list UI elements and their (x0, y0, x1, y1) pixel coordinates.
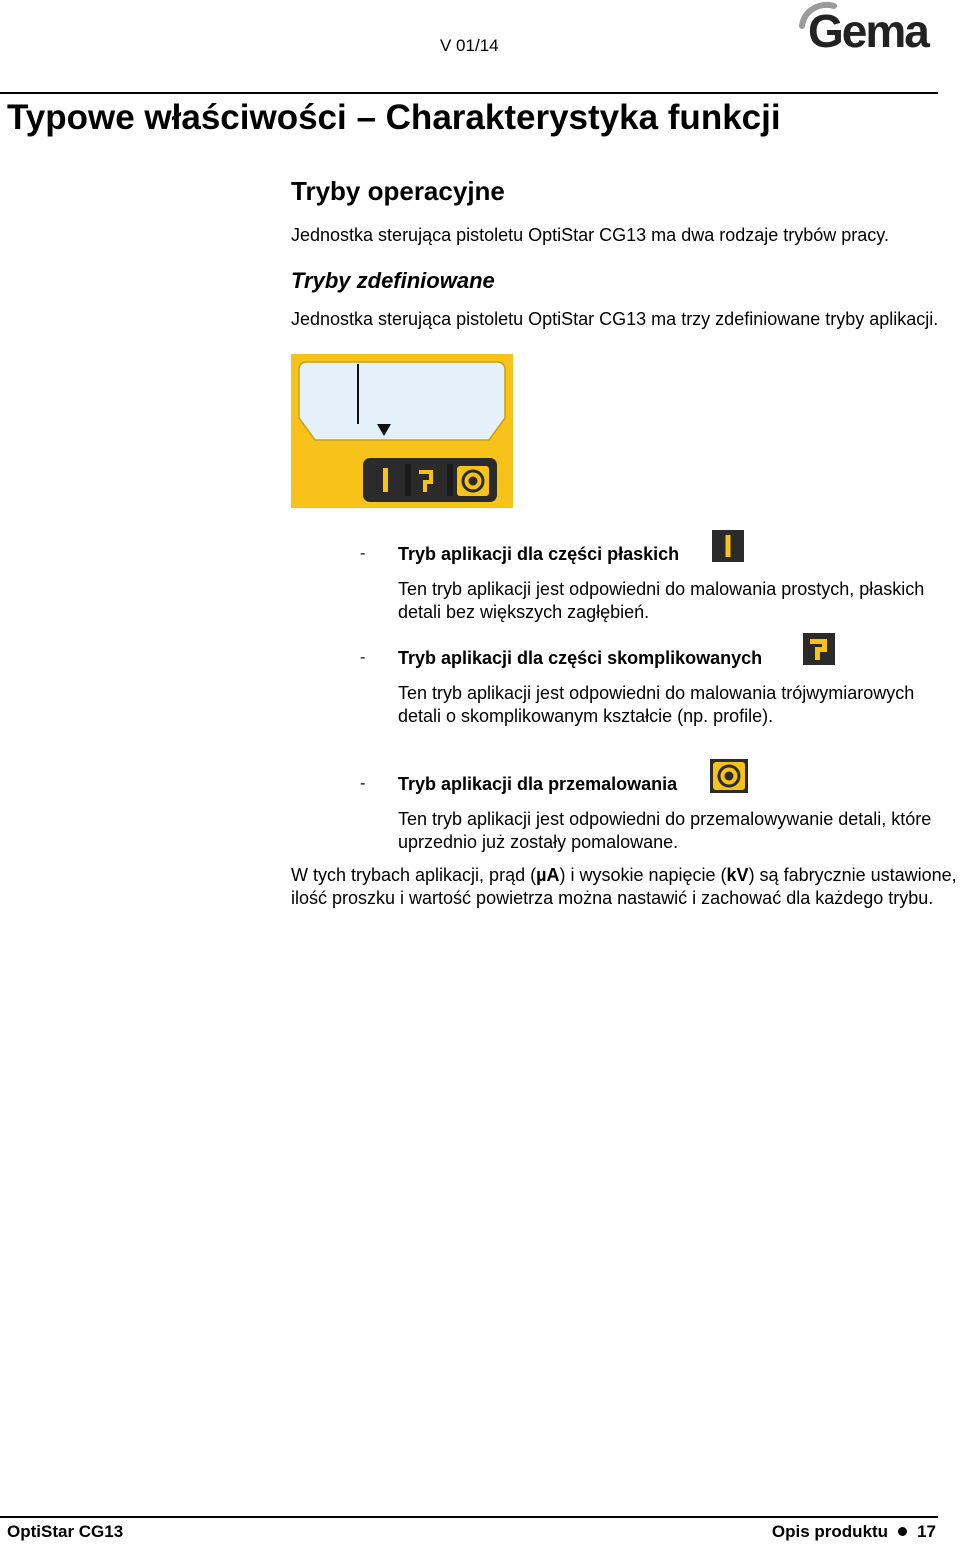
subsection-intro: Jednostka sterująca pistoletu OptiStar CG13 ma trzy zdefiniowane tryby aplikacji. (291, 309, 939, 329)
recoat-mode-icon (457, 466, 489, 496)
subsection-heading: Tryby zdefiniowane (291, 268, 495, 293)
unit-current: µA (536, 865, 560, 885)
complex-mode-icon (803, 633, 835, 665)
mode-recoat-title: Tryb aplikacji dla przemalowania (398, 774, 678, 794)
document-version: V 01/14 (440, 36, 499, 55)
mode-flat-title: Tryb aplikacji dla części płaskich (398, 544, 680, 564)
flat-mode-icon (371, 464, 405, 496)
closing-paragraph (291, 864, 960, 910)
mode-complex-title: Tryb aplikacji dla części skomplikowanych (398, 648, 763, 668)
logo-wordmark: Gema (808, 5, 928, 57)
recoat-mode-icon (710, 759, 748, 793)
list-dash: - (360, 649, 366, 666)
page-title: Typowe właściwości – Charakterystyka funkcji (7, 98, 781, 137)
header-rule (0, 92, 938, 94)
unit-voltage: kV (726, 865, 749, 885)
closing-text-1: W tych trybach aplikacji, prąd ( (291, 865, 537, 885)
flat-mode-icon (712, 530, 744, 562)
closing-text-2: ) i wysokie napięcie ( (559, 865, 727, 885)
footer-page-info (772, 1522, 936, 1542)
mode-complex-description: Ten tryb aplikacji jest odpowiedni do malowania trójwymiarowych detali o skomplikowanym kształcie (np. profile). (398, 683, 915, 726)
control-panel-image (291, 354, 513, 508)
footer-product-name: OptiStar CG13 (7, 1522, 124, 1541)
footer-rule (0, 1516, 938, 1518)
section-intro: Jednostka sterująca pistoletu OptiStar CG13 ma dwa rodzaje trybów pracy. (291, 225, 889, 245)
section-heading: Tryby operacyjne (291, 176, 505, 206)
footer-section: Opis produktu (771, 1522, 889, 1541)
mode-flat-description: Ten tryb aplikacji jest odpowiedni do malowania prostych, płaskich detali bez większych zagłębień. (398, 579, 925, 622)
list-dash: - (360, 775, 366, 792)
mode-recoat-description: Ten tryb aplikacji jest odpowiedni do przemalowywanie detali, które uprzednio już zostały pomalowane. (398, 809, 932, 852)
closing-text-3: ) są fabrycznie ustawione, ilość proszku i wartość powietrza można nastawić i zachować dla każdego trybu. (291, 865, 957, 908)
gema-logo (798, 0, 938, 60)
bullet-icon (898, 1527, 907, 1536)
list-dash: - (360, 545, 366, 562)
page-number: 17 (917, 1522, 936, 1541)
